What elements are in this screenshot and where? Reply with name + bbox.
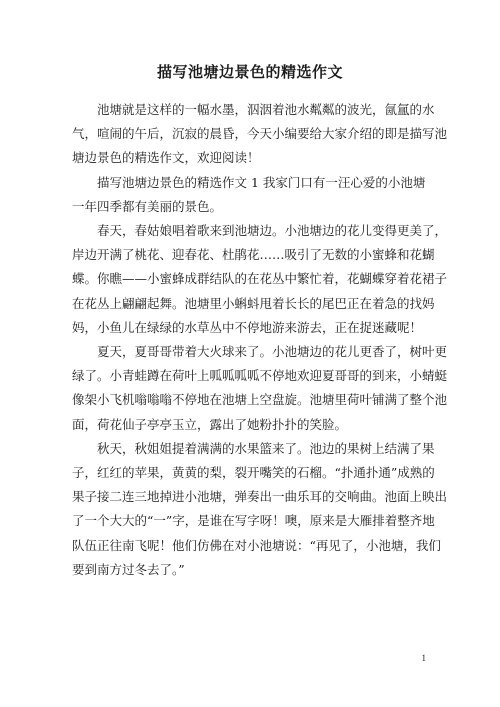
text-line: 要到南方过冬去了。” bbox=[72, 561, 185, 577]
paragraph-intro bbox=[72, 98, 448, 171]
text-line: 在花丛上翩翩起舞。池塘里小蝌蚪甩着长长的尾巴正在着急的找妈 bbox=[72, 295, 435, 311]
text-line: 子，红红的苹果，黄黄的梨，裂开嘴笑的石榴。“扑通扑通”成熟的 bbox=[72, 465, 435, 481]
text-line: 了一个大大的“一”字，是谁在写字呀！噢，原来是大雁排着整齐地 bbox=[72, 513, 435, 529]
paragraph-essay-heading bbox=[72, 171, 434, 219]
text-line: 塘边景色的精选作文，欢迎阅读！ bbox=[72, 150, 260, 166]
text-line: 岸边开满了桃花、迎春花、杜鹃花……吸引了无数的小蜜蜂和花蝴 bbox=[72, 247, 435, 263]
paragraph-autumn bbox=[72, 437, 448, 582]
text-line: 果子接二连三地掉进小池塘，弹奏出一曲乐耳的交响曲。池面上映出 bbox=[72, 489, 448, 505]
text-line: 像架小飞机嗡嗡嗡不停地在池塘上空盘旋。池塘里荷叶铺满了整个池 bbox=[72, 392, 448, 408]
paragraph-spring bbox=[72, 219, 448, 340]
text-line: 描写池塘边景色的精选作文 1 我家门口有一汪心爱的小池塘 bbox=[97, 174, 426, 190]
text-line: 一年四季都有美丽的景色。 bbox=[72, 198, 223, 214]
page-title: 描写池塘边景色的精选作文 bbox=[156, 63, 343, 81]
text-line: 池塘就是这样的一幅水墨，泅洇着池水粼粼的波光，氤氲的水 bbox=[97, 102, 435, 117]
text-line: 蝶。你瞧——小蜜蜂成群结队的在花丛中繁忙着，花蝴蝶穿着花裙子 bbox=[72, 271, 448, 287]
text-line: 气，喧闹的午后，沉寂的晨昏，今天小编要给大家介绍的即是描写池 bbox=[72, 126, 448, 142]
text-line: 队伍正往南飞呢！他们仿佛在对小池塘说：“再见了，小池塘，我们 bbox=[72, 537, 441, 553]
page-number: 1 bbox=[421, 653, 426, 663]
text-line: 妈，小鱼儿在绿绿的水草丛中不停地游来游去，正在捉迷藏呢！ bbox=[72, 319, 423, 335]
text-line: 绿了。小青蛙蹲在荷叶上呱呱呱呱不停地欢迎夏哥哥的到来，小蜻蜓 bbox=[72, 368, 448, 384]
text-line: 夏天，夏哥哥带着大火球来了。小池塘边的花儿更香了，树叶更 bbox=[97, 344, 448, 360]
text-line: 秋天，秋姐姐提着满满的水果篮来了。池边的果树上结满了果 bbox=[97, 440, 435, 456]
text-line: 面，荷花仙子亭亭玉立，露出了她粉扑扑的笑脸。 bbox=[72, 416, 348, 432]
text-line: 春天，春姑娘唱着歌来到池塘边。小池塘边的花儿变得更美了， bbox=[97, 223, 448, 239]
paragraph-summer bbox=[72, 340, 448, 437]
article-body bbox=[72, 98, 448, 582]
